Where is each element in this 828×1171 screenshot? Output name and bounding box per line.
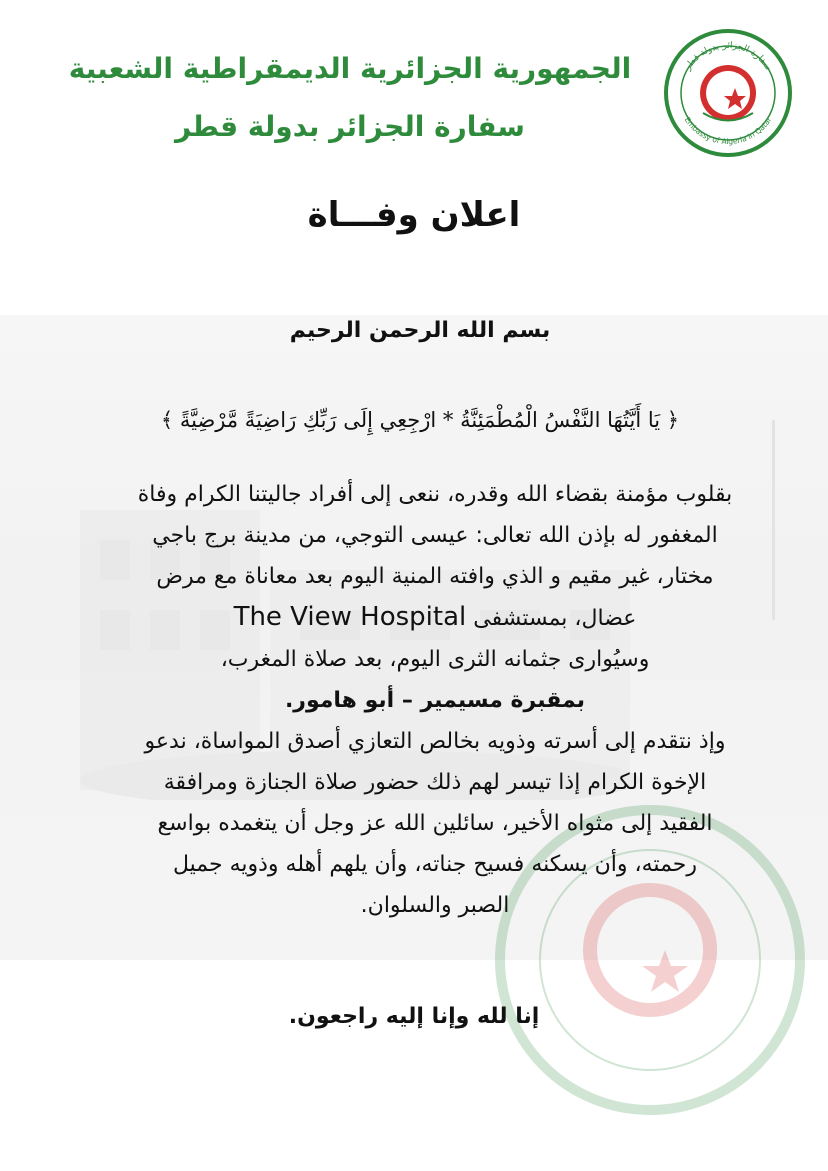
header-titles [60, 40, 640, 156]
embassy-seal-logo [663, 28, 793, 158]
body-line-4-prefix: عضال، بمستشفى [473, 606, 637, 631]
basmala: بسم الله الرحمن الرحيم [289, 318, 551, 343]
hospital-name: The View Hospital [233, 602, 467, 632]
seal-arabic-text: سفارة الجزائر بدولة قطر [683, 40, 773, 73]
republic-title: الجمهورية الجزائرية الديمقراطية الشعبية [68, 52, 632, 85]
body-line-10: الصبر والسلوان. [360, 893, 510, 918]
closing-phrase: إنا لله وإنا إليه راجعون. [288, 1004, 540, 1029]
body-line-9: رحمته، وأن يسكنه فسيح جناته، وأن يلهم أهله وذويه جميل [172, 852, 698, 877]
cemetery-name: بمقبرة مسيمير – أبو هامور. [284, 688, 586, 713]
body-line-1: بقلوب مؤمنة بقضاء الله وقدره، ننعى إلى أفراد جاليتنا الكرام وفاة [137, 482, 733, 507]
body-line-5: وسيُوارى جثمانه الثرى اليوم، بعد صلاة المغرب، [220, 647, 650, 672]
seal-english-text: Embassy of Algeria in Qatar [682, 115, 774, 147]
embassy-title: سفارة الجزائر بدولة قطر [175, 110, 525, 143]
background-flagpole [772, 420, 775, 620]
body-line-2: المغفور له بإذن الله تعالى: عيسى التوجي، من مدينة برج باجي [152, 523, 718, 548]
announcement-title: اعلان وفـــاة [307, 195, 521, 235]
body-line-7: الإخوة الكرام إذا تيسر لهم ذلك حضور صلاة الجنازة ومرافقة [163, 770, 707, 795]
body-line-6: وإذ نتقدم إلى أسرته وذويه بخالص التعازي أصدق المواساة، ندعو [144, 729, 726, 754]
quran-verse: ﴿ يَا أَيَّتُهَا النَّفْسُ الْمُطْمَئِنَّةُ * ارْجِعِي إِلَى رَبِّكِ رَاضِيَةً مَّرْضِيَّةً ﴾ [160, 408, 680, 432]
body-line-3: مختار، غير مقيم و الذي وافته المنية اليوم بعد معاناة مع مرض [156, 564, 714, 589]
body-line-8: الفقيد إلى مثواه الأخير، سائلين الله عز وجل أن يتغمده بواسع [157, 811, 713, 836]
body-line-4 [100, 597, 770, 639]
announcement-body [100, 474, 770, 926]
